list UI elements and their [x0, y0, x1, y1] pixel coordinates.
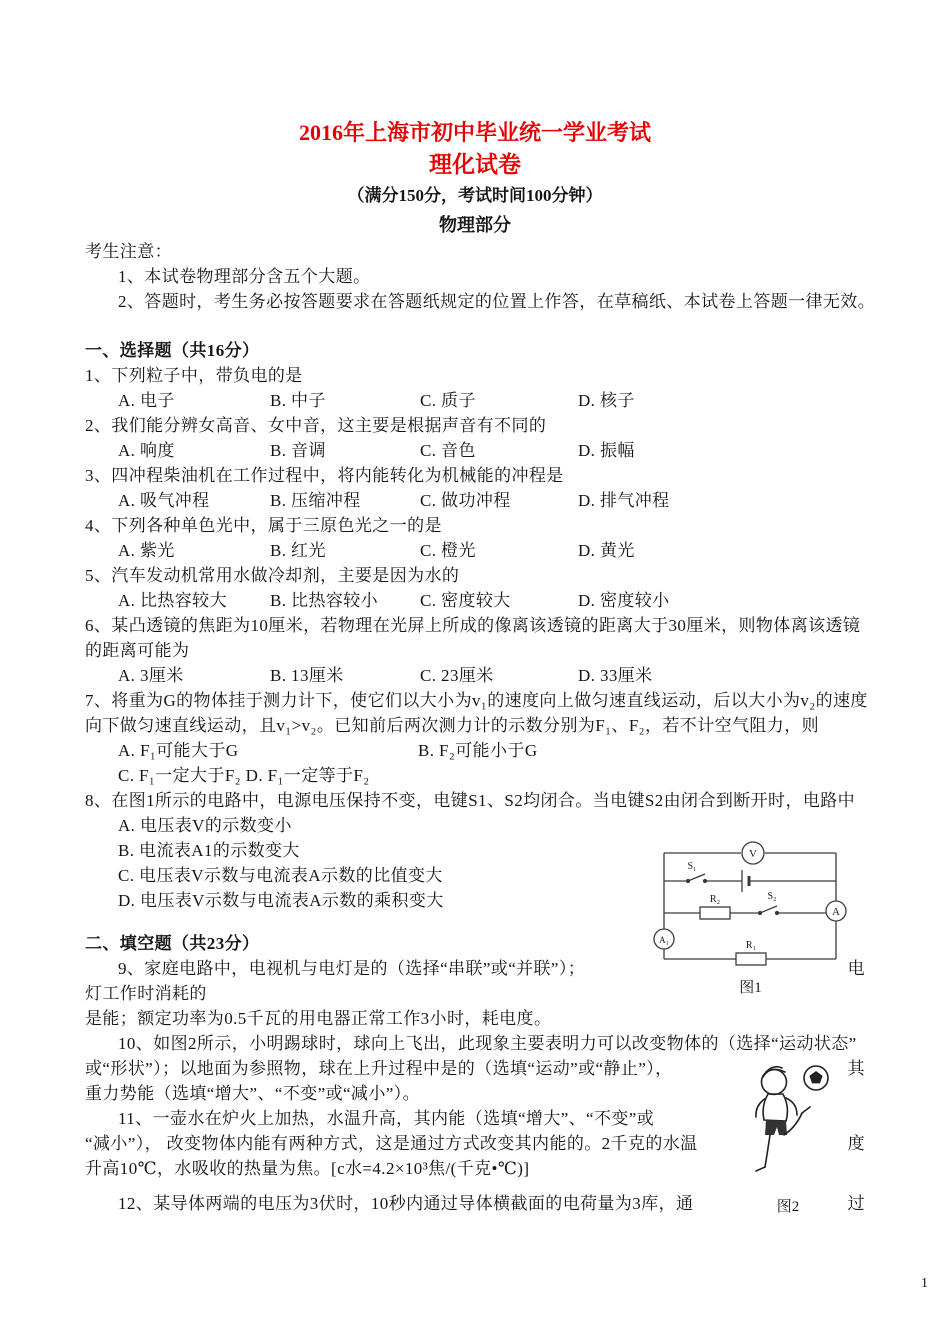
q4-option-c: C. 橙光 [420, 541, 476, 560]
q2-option-b: B. 音调 [270, 441, 326, 460]
section1-title: 一、选择题（共16分） [85, 341, 260, 360]
q10-line2-overflow-char: 其 [847, 1059, 865, 1078]
q7-option-a: A. F₁可能大于G [118, 741, 239, 760]
q3-stem: 3、四冲程柴油机在工作过程中，将内能转化为机械能的冲程是 [85, 466, 564, 485]
q2-stem: 2、我们能分辨女高音、女中音，这主要是根据声音有不同的 [85, 416, 547, 435]
q11-line2-overflow-char: 度 [847, 1134, 865, 1153]
kicking-boy-illustration [740, 1052, 836, 1192]
q5-options [85, 588, 865, 613]
q9-line1-overflow-char: 电 [847, 959, 865, 978]
q2-option-d: D. 振幅 [578, 441, 635, 460]
q6-option-d: D. 33厘米 [578, 666, 653, 685]
circuit-diagram [648, 835, 853, 973]
q1-option-a: A. 电子 [118, 391, 175, 410]
q11-line3: 升高10℃，水吸收的热量为焦。[c水=4.2×10³焦/(千克•℃)] [85, 1159, 530, 1178]
q11-line1: 11、一壶水在炉火上加热，水温升高，其内能（选填“增大”、“不变”或 [118, 1109, 655, 1128]
doc-title: 2016年上海市初中毕业统一学业考试 [298, 120, 651, 145]
doc-subtitle: 理化试卷 [429, 152, 521, 177]
doc-part-heading: 物理部分 [439, 215, 511, 235]
q3-option-d: D. 排气冲程 [578, 491, 670, 510]
q7-options-cd: C. F₁一定大于F₂ D. F₁一定等于F₂ [118, 766, 370, 785]
q10-line2-text: 或“形状”）；以地面为参照物，球在上升过程中是的（选填“运动”或“静止”）， [85, 1059, 673, 1078]
q11-line2-text: “减小”）， 改变物体内能有两种方式，这是通过方式改变其内能的。2千克的水温 [85, 1134, 698, 1153]
q7-stem-line1: 7、将重为G的物体挂于测力计下，使它们以大小为v₁的速度向上做匀速直线运动，后以大小为v₂的速度 [85, 691, 868, 710]
q8-option-d: D. 电压表V示数与电流表A示数的乘积变大 [118, 891, 444, 910]
q9-line2: 灯工作时消耗的 [85, 984, 207, 1003]
notice-item-2: 2、答题时，考生务必按答题要求在答题纸规定的位置上作答，在草稿纸、本试卷上答题一律无效。 [118, 292, 876, 311]
q10-line3: 重力势能（选填“增大”、“不变”或“减小”）。 [85, 1084, 420, 1103]
q3-option-a: A. 吸气冲程 [118, 491, 210, 510]
q9-line3: 是能；额定功率为0.5千瓦的用电器正常工作3小时，耗电度。 [85, 1009, 552, 1028]
q2-option-c: C. 音色 [420, 441, 476, 460]
notice-label: 考生注意： [85, 242, 172, 261]
figure-2-caption: 图2 [776, 1199, 800, 1215]
q3-options [85, 488, 865, 513]
q4-option-d: D. 黄光 [578, 541, 635, 560]
q2-option-a: A. 响度 [118, 441, 175, 460]
switch1-label: S₁ [687, 861, 697, 872]
q5-option-a: A. 比热容较大 [118, 591, 227, 610]
q7-option-b: B. F₂可能小于G [418, 741, 538, 760]
notice-item-1: 1、本试卷物理部分含五个大题。 [118, 267, 371, 286]
q8-option-c: C. 电压表V示数与电流表A示数的比值变大 [118, 866, 443, 885]
ammeter-icon: A [832, 906, 840, 918]
q4-option-b: B. 红光 [270, 541, 326, 560]
q6-stem-line2: 的距离可能为 [85, 641, 190, 660]
q1-stem: 1、下列粒子中，带负电的是 [85, 366, 303, 385]
q5-option-c: C. 密度较大 [420, 591, 511, 610]
q2-options [85, 438, 865, 463]
resistor2-label: R₂ [709, 894, 721, 905]
q6-stem-line1: 6、某凸透镜的焦距为10厘米，若物理在光屏上所成的像离该透镜的距离大于30厘米，则物体离该透镜 [85, 616, 861, 635]
q1-option-b: B. 中子 [270, 391, 326, 410]
q3-option-c: C. 做功冲程 [420, 491, 511, 510]
q8-option-b: B. 电流表A1的示数变大 [118, 841, 300, 860]
q10-line1: 10、如图2所示，小明踢球时，球向上飞出，此现象主要表明力可以改变物体的（选择“运动状态” [118, 1034, 857, 1053]
q9-line1-text: 9、家庭电路中，电视机与电灯是的（选择“串联”或“并联”）； [118, 959, 586, 978]
q5-option-d: D. 密度较小 [578, 591, 670, 610]
q8-stem: 8、在图1所示的电路中，电源电压保持不变，电键S1、S2均闭合。当电键S2由闭合到断开时，电路中 [85, 791, 856, 810]
q6-option-c: C. 23厘米 [420, 666, 494, 685]
doc-score-time: （满分150分，考试时间100分钟） [347, 186, 603, 205]
ammeter1-icon: A₁ [659, 935, 669, 945]
q4-stem: 4、下列各种单色光中，属于三原色光之一的是 [85, 516, 442, 535]
switch2-label: S₂ [767, 891, 777, 902]
q12-line1-text: 12、某导体两端的电压为3伏时，10秒内通过导体横截面的电荷量为3库，通 [118, 1194, 694, 1213]
q7-stem-line2: 向下做匀速直线运动，且v₁>v₂。已知前后两次测力计的示数分别为F₁、F₂，若不计空气阻力，则 [85, 716, 820, 735]
q1-option-c: C. 质子 [420, 391, 476, 410]
q1-option-d: D. 核子 [578, 391, 635, 410]
figure-1-caption: 图1 [739, 980, 762, 996]
q4-options [85, 538, 865, 563]
boy-drawing [756, 1066, 828, 1171]
voltmeter-icon: V [749, 848, 757, 860]
q1-options [85, 388, 865, 413]
section2-title: 二、填空题（共23分） [85, 934, 260, 953]
figure-2-kicking-ball [738, 1052, 838, 1217]
figure-1-circuit [648, 835, 853, 998]
q5-option-b: B. 比热容较小 [270, 591, 379, 610]
q6-options [85, 663, 865, 688]
q12-line1-overflow-char: 过 [847, 1194, 865, 1213]
q6-option-b: B. 13厘米 [270, 666, 344, 685]
q6-option-a: A. 3厘米 [118, 666, 184, 685]
resistor1-label: R₁ [745, 940, 757, 951]
q3-option-b: B. 压缩冲程 [270, 491, 361, 510]
q4-option-a: A. 紫光 [118, 541, 175, 560]
q7-options-ab [85, 738, 865, 763]
q5-stem: 5、汽车发动机常用水做冷却剂，主要是因为水的 [85, 566, 460, 585]
page-number: 1 [921, 1276, 928, 1291]
q8-option-a: A. 电压表V的示数变小 [118, 816, 292, 835]
